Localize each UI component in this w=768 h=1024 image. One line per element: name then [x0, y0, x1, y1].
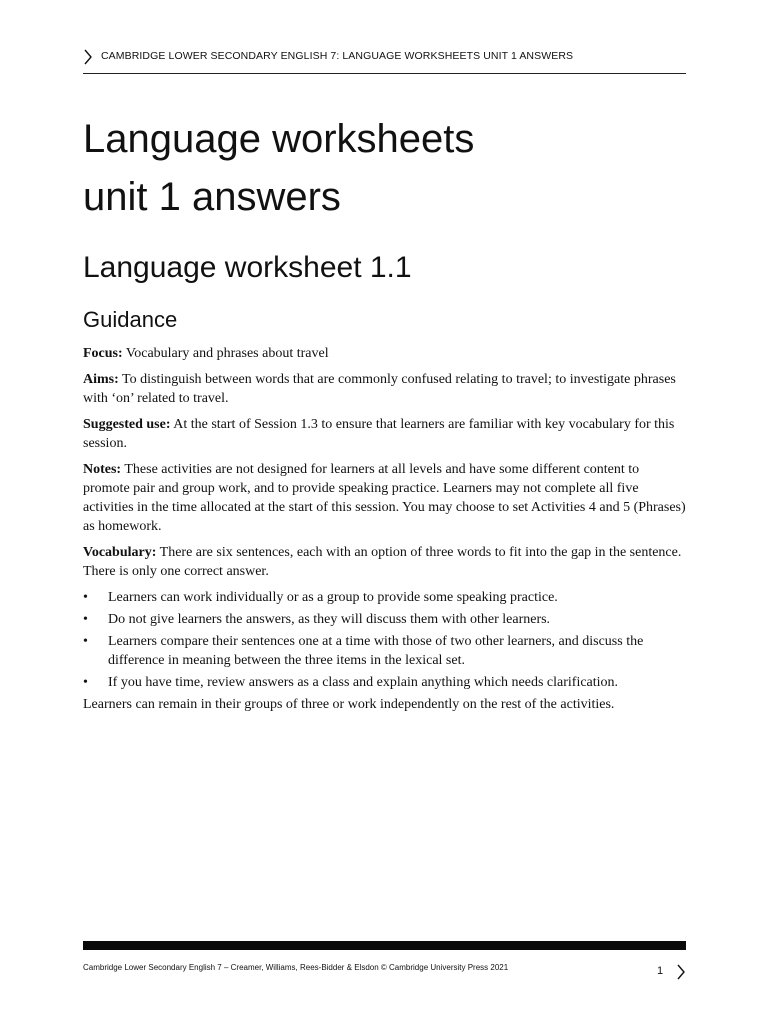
focus-paragraph	[83, 344, 686, 363]
list-item	[83, 610, 686, 629]
aims-paragraph	[83, 370, 686, 408]
bullet-icon: •	[83, 612, 88, 627]
list-item-text: Learners can work individually or as a group to provide some speaking practice.	[108, 590, 558, 605]
focus-text: Vocabulary and phrases about travel	[122, 346, 329, 361]
chevron-right-icon	[676, 964, 686, 980]
running-title: CAMBRIDGE LOWER SECONDARY ENGLISH 7: LANGUAGE WORKSHEETS UNIT 1 ANSWERS	[101, 50, 574, 62]
guidance-heading: Guidance	[83, 307, 178, 332]
notes-paragraph	[83, 460, 686, 536]
list-item	[83, 632, 686, 670]
list-item-text: If you have time, review answers as a class and explain anything which needs clarification.	[108, 675, 619, 690]
guidance-body	[83, 344, 686, 721]
bullet-icon: •	[83, 634, 88, 649]
notes-text: These activities are not designed for learners at all levels and have some different content to promote pair and group work, and to provide speaking practice. Learners may not complete all five activities in the time allocated at the start of this session. You may choose to set Activities 4 and 5 (Phrases) as homework.	[83, 462, 686, 534]
list-item-text: Do not give learners the answers, as they will discuss them with other learners.	[108, 612, 551, 627]
closing-paragraph: Learners can remain in their groups of three or work independently on the rest of the activities.	[83, 697, 615, 712]
notes-label: Notes:	[83, 462, 122, 477]
page-number: 1	[657, 965, 664, 977]
list-item	[83, 588, 686, 607]
footer-rule	[83, 941, 686, 950]
suggested-use-text: At the start of Session 1.3 to ensure that learners are familiar with key vocabulary for this session.	[83, 417, 675, 451]
suggested-use-paragraph	[83, 415, 686, 453]
chevron-right-icon	[83, 49, 93, 65]
page-title	[83, 110, 474, 226]
aims-text: To distinguish between words that are commonly confused relating to travel; to investigate phrases with ‘on’ related to travel.	[83, 372, 676, 406]
suggested-use-label: Suggested use:	[83, 417, 171, 432]
vocabulary-text: There are six sentences, each with an option of three words to fit into the gap in the sentence. There is only one correct answer.	[83, 545, 682, 579]
running-header	[83, 47, 686, 74]
footer-credit: Cambridge Lower Secondary English 7 – Creamer, Williams, Rees-Bidder & Elsdon © Cambridge University Press 2021	[83, 963, 509, 972]
vocabulary-label: Vocabulary:	[83, 545, 157, 560]
vocabulary-paragraph	[83, 543, 686, 581]
list-item	[83, 673, 686, 692]
page-title-line-1: Language worksheets	[83, 117, 475, 161]
bullet-icon: •	[83, 590, 88, 605]
guidance-bullet-list	[83, 588, 686, 692]
worksheet-heading: Language worksheet 1.1	[83, 251, 412, 284]
bullet-icon: •	[83, 675, 88, 690]
list-item-text: Learners compare their sentences one at a time with those of two other learners, and discuss the difference in meaning between the three items in the lexical set.	[108, 634, 644, 668]
aims-label: Aims:	[83, 372, 119, 387]
page-title-line-2: unit 1 answers	[83, 175, 341, 219]
focus-label: Focus:	[83, 346, 123, 361]
